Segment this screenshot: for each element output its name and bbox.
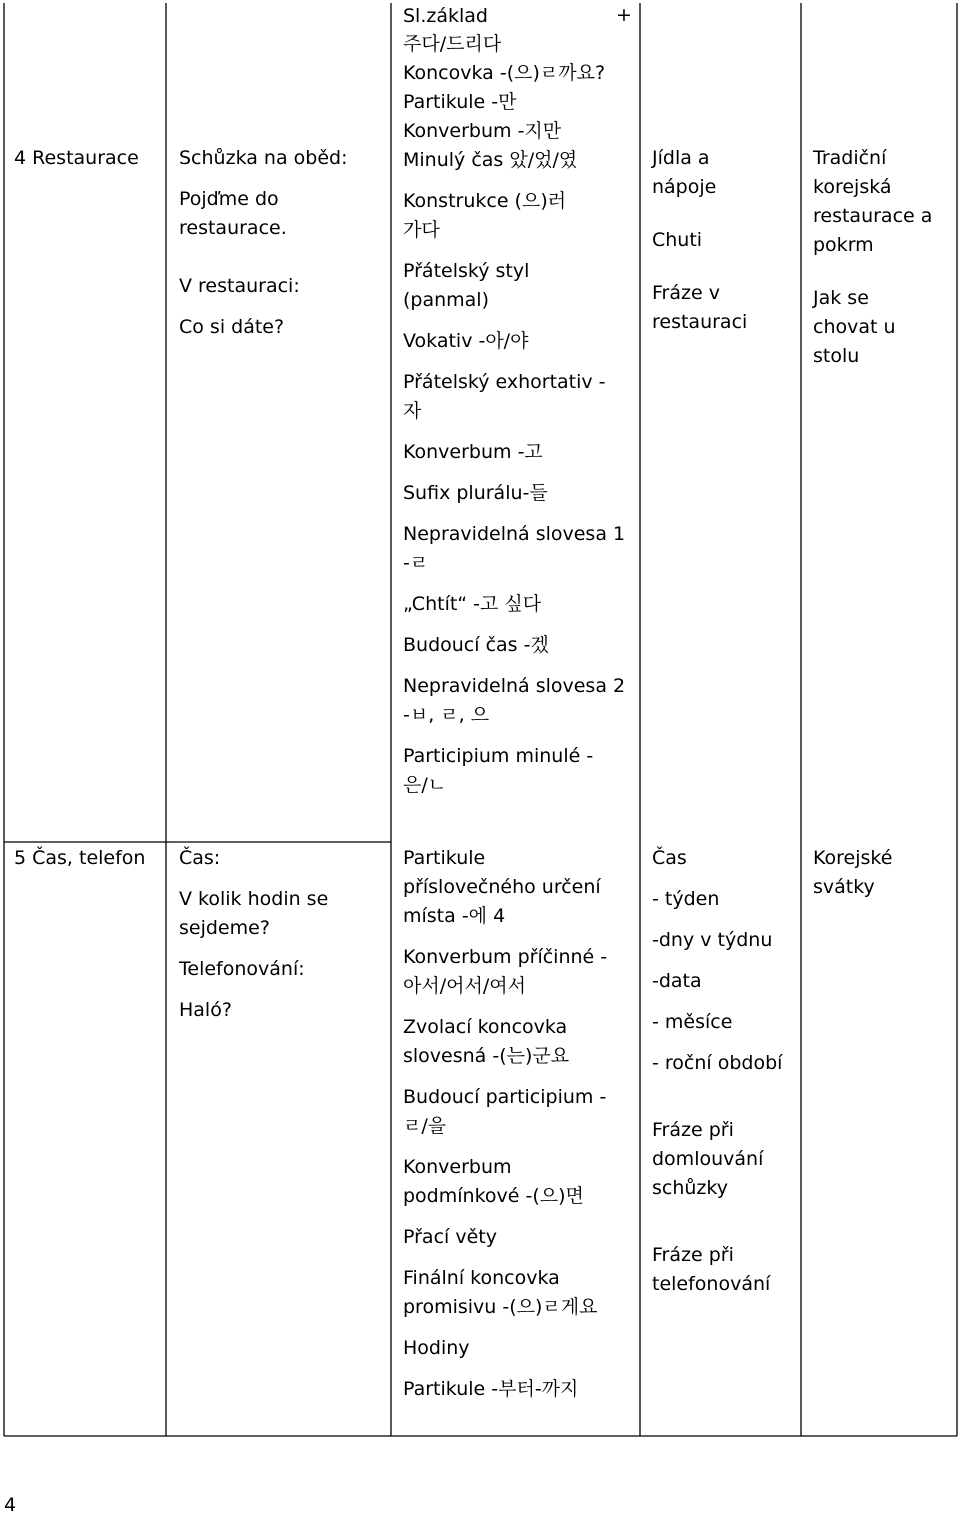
text-line: korejská [813, 176, 892, 198]
text-line: Fráze při [652, 1244, 734, 1266]
page-number: 4 [4, 1494, 17, 1516]
text-line: Hodiny [403, 1337, 470, 1359]
vocab-item [652, 1008, 797, 1037]
text-line: Telefonování: [179, 958, 305, 980]
text-line: stolu [813, 345, 860, 367]
text-line: - roční období [652, 1052, 783, 1074]
text-line: Chuti [652, 229, 703, 251]
culture-item [813, 144, 953, 260]
text-line: V restauraci: [179, 275, 300, 297]
text-line: svátky [813, 876, 875, 898]
text-line: příslovečného určení [403, 876, 601, 898]
grammar-item [403, 844, 635, 931]
grammar-item [403, 1334, 635, 1363]
text-line: 주다/드리다 [403, 33, 502, 55]
text-line: -dny v týdnu [652, 929, 773, 951]
text-line: Jídla a [652, 147, 710, 169]
situation-block [179, 955, 384, 984]
text-line: Přátelský exhortativ - [403, 371, 606, 393]
text-line: Vokativ -아/야 [403, 330, 529, 352]
grammar-item [403, 1375, 635, 1404]
text-line: Sl.základ [403, 5, 488, 27]
vocab-item [652, 279, 797, 337]
culture-item [813, 284, 953, 371]
text-line: -data [652, 970, 702, 992]
grammar-item [403, 1264, 635, 1322]
text-line: Partikule -부터-까지 [403, 1378, 579, 1400]
grammar-item [403, 943, 635, 1001]
text-line: -ㅂ, ㄹ, 으 [403, 704, 490, 726]
culture-item [813, 844, 953, 902]
text-line: Fráze při [652, 1119, 734, 1141]
text-line: Čas [652, 847, 687, 869]
grammar-item [403, 1083, 635, 1141]
grammar-item [403, 479, 635, 508]
grammar-item [403, 438, 635, 467]
grammar-item [403, 1153, 635, 1211]
text-line: nápoje [652, 176, 717, 198]
text-line: Čas: [179, 847, 221, 869]
text-line: Haló? [179, 999, 232, 1021]
text-line: Fráze v [652, 282, 720, 304]
row4-lesson-title [14, 144, 166, 173]
text-line: Korejské [813, 847, 893, 869]
vocab-item [652, 926, 797, 955]
text-line: Partikule [403, 847, 486, 869]
grammar-item [403, 257, 635, 315]
text-line: restaurace. [179, 217, 287, 239]
grammar-item [403, 520, 635, 578]
text-line: Tradiční [813, 147, 887, 169]
text-line: 아서/어서/여서 [403, 975, 526, 997]
grammar-item [403, 672, 635, 730]
text-line: Finální koncovka [403, 1267, 560, 1289]
vocab-item [652, 226, 797, 255]
row5-situations [179, 844, 384, 1025]
text-line: Koncovka -(으)ㄹ까요? [403, 62, 606, 84]
text-line: Minulý čas 았/었/였 [403, 149, 578, 171]
text-line: místa -에 4 [403, 905, 506, 927]
situation-block [179, 996, 384, 1025]
lesson-title: 4 Restaurace [14, 147, 139, 169]
grammar-item [403, 590, 635, 619]
grammar-item [403, 742, 635, 800]
text-line: Participium minulé - [403, 745, 594, 767]
row4-vocabulary [652, 144, 797, 337]
text-line: V kolik hodin se [179, 888, 329, 910]
row4-culture [813, 144, 953, 371]
text-line: Schůzka na oběd: [179, 147, 348, 169]
situation-block [179, 185, 384, 243]
text-line: Konverbum -지만 [403, 120, 562, 142]
text-line: Konverbum -고 [403, 441, 543, 463]
row5-lesson-title [14, 844, 166, 873]
vocab-item [652, 967, 797, 996]
text-line: 가다 [403, 219, 440, 241]
text-line: (panmal) [403, 289, 490, 311]
text-line: Přátelský styl [403, 260, 530, 282]
text-line: Nepravidelná slovesa 2 [403, 675, 626, 697]
grammar-item [403, 1013, 635, 1071]
grammar-item [403, 30, 635, 175]
text-line: restaurace a [813, 205, 933, 227]
row4-situations [179, 144, 384, 342]
text-line: promisivu -(으)ㄹ게요 [403, 1296, 598, 1318]
vocab-item [652, 885, 797, 914]
text-line: Co si dáte? [179, 316, 285, 338]
text-line: chovat u [813, 316, 896, 338]
text-line: slovesná -(는)군요 [403, 1045, 570, 1067]
situation-block [179, 272, 384, 301]
text-line: Přací věty [403, 1226, 497, 1248]
text-line: Partikule -만 [403, 91, 517, 113]
grammar-item [403, 327, 635, 356]
text-line: „Chtít“ -고 싶다 [403, 593, 542, 615]
vocab-item [652, 844, 797, 873]
text-line: ㄹ/을 [403, 1115, 447, 1137]
plus-sign: + [616, 4, 632, 26]
row5-grammar [403, 844, 635, 1404]
grammar-item [403, 368, 635, 426]
text-line: - měsíce [652, 1011, 733, 1033]
text-line: - týden [652, 888, 720, 910]
row5-culture [813, 844, 953, 902]
vocab-item [652, 144, 797, 202]
text-line: Budoucí participium - [403, 1086, 607, 1108]
row4-grammar [403, 30, 635, 800]
grammar-item [403, 631, 635, 660]
text-line: Zvolací koncovka [403, 1016, 568, 1038]
vocab-item [652, 1049, 797, 1078]
situation-block [179, 144, 384, 173]
column3-top-text [403, 2, 635, 31]
text-line: domlouvání [652, 1148, 764, 1170]
text-line: sejdeme? [179, 917, 270, 939]
grammar-item [403, 1223, 635, 1252]
lesson-title: 5 Čas, telefon [14, 847, 146, 869]
vocab-item [652, 1241, 797, 1299]
text-line: Konverbum příčinné - [403, 946, 608, 968]
text-line: Pojďme do [179, 188, 279, 210]
text-line: telefonování [652, 1273, 771, 1295]
vocab-item [652, 1116, 797, 1203]
situation-block [179, 885, 384, 943]
text-line: 은/ㄴ [403, 774, 447, 796]
text-line: Konstrukce (으)러 [403, 190, 567, 212]
row5-vocabulary [652, 844, 797, 1299]
situation-block [179, 313, 384, 342]
text-line: schůzky [652, 1177, 728, 1199]
text-line: restauraci [652, 311, 748, 333]
text-line: Sufix plurálu-들 [403, 482, 548, 504]
text-line: 자 [403, 400, 422, 422]
text-line: -ㄹ [403, 552, 429, 574]
text-line: Konverbum [403, 1156, 512, 1178]
text-line: Nepravidelná slovesa 1 [403, 523, 626, 545]
text-line: pokrm [813, 234, 874, 256]
situation-block [179, 844, 384, 873]
text-line: Budoucí čas -겠 [403, 634, 549, 656]
text-line: podmínkové -(으)면 [403, 1185, 584, 1207]
text-line: Jak se [813, 287, 869, 309]
grammar-item [403, 187, 635, 245]
